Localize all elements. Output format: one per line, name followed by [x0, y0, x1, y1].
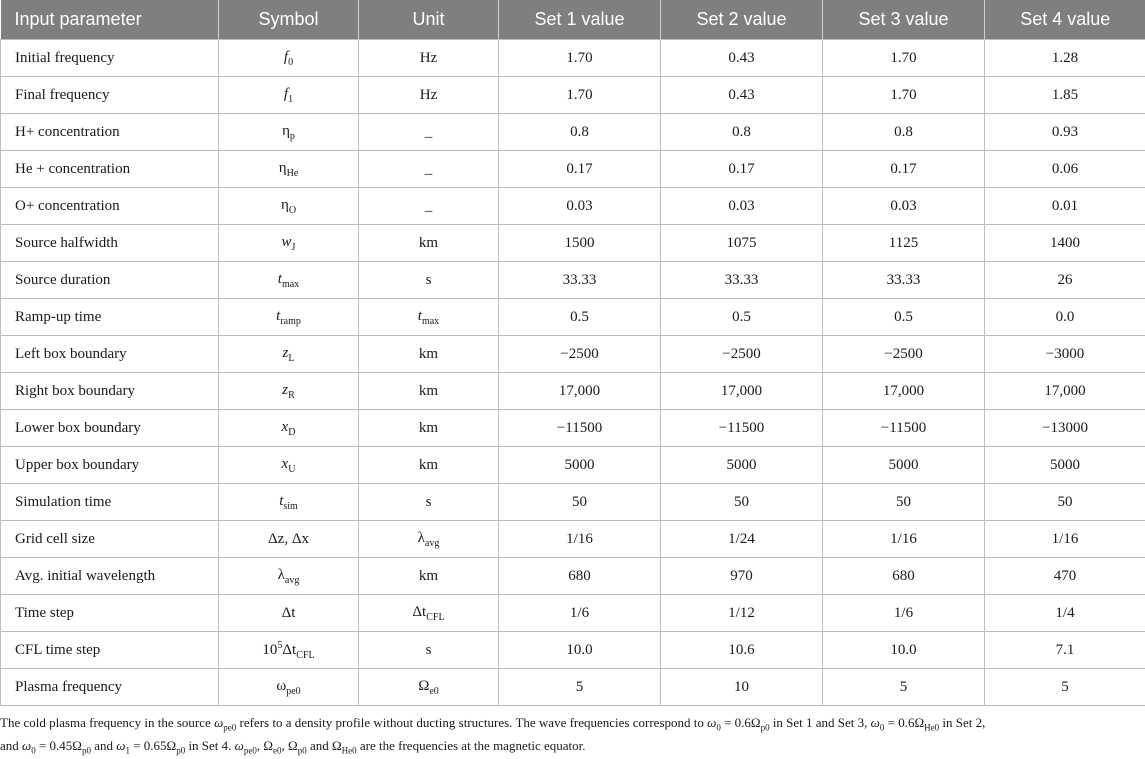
- set-2-value: 0.43: [661, 77, 823, 114]
- parameter-name: Simulation time: [1, 484, 219, 521]
- set-4-value: 0.06: [985, 151, 1145, 188]
- set-1-value: 1.70: [499, 40, 661, 77]
- set-3-value: 1/16: [823, 521, 985, 558]
- set-3-value: 680: [823, 558, 985, 595]
- table-row: [1, 40, 1145, 77]
- set-1-value: 5: [499, 669, 661, 706]
- table-row: [1, 447, 1145, 484]
- set-1-value: 1.70: [499, 77, 661, 114]
- table-row: [1, 521, 1145, 558]
- parameter-name: Source duration: [1, 262, 219, 299]
- parameter-symbol: $x_U$: [219, 447, 359, 484]
- set-2-value: 970: [661, 558, 823, 595]
- parameter-unit: s: [359, 262, 499, 299]
- table-row: [1, 595, 1145, 632]
- parameter-name: Plasma frequency: [1, 669, 219, 706]
- parameter-unit: _: [359, 151, 499, 188]
- parameter-symbol: $t_{max}$: [219, 262, 359, 299]
- parameter-name: H+ concentration: [1, 114, 219, 151]
- parameter-name: Grid cell size: [1, 521, 219, 558]
- set-2-value: 0.43: [661, 40, 823, 77]
- set-3-value: 1.70: [823, 77, 985, 114]
- parameter-symbol: $z_L$: [219, 336, 359, 373]
- parameter-symbol: $\eta_{He}$: [219, 151, 359, 188]
- set-4-value: 5000: [985, 447, 1145, 484]
- parameter-name: Final frequency: [1, 77, 219, 114]
- parameter-unit: km: [359, 225, 499, 262]
- parameter-unit: km: [359, 447, 499, 484]
- set-4-value: 1/4: [985, 595, 1145, 632]
- parameter-unit: Hz: [359, 40, 499, 77]
- set-3-value: 0.17: [823, 151, 985, 188]
- parameter-name: Source halfwidth: [1, 225, 219, 262]
- table-row: [1, 669, 1145, 706]
- set-1-value: 1/16: [499, 521, 661, 558]
- table-row: [1, 188, 1145, 225]
- set-3-value: 0.5: [823, 299, 985, 336]
- set-2-value: 17,000: [661, 373, 823, 410]
- table-row: [1, 632, 1145, 669]
- set-1-value: 1500: [499, 225, 661, 262]
- parameter-name: CFL time step: [1, 632, 219, 669]
- set-4-value: 26: [985, 262, 1145, 299]
- parameter-unit: km: [359, 373, 499, 410]
- set-4-value: 0.01: [985, 188, 1145, 225]
- parameter-name: Left box boundary: [1, 336, 219, 373]
- table-row: [1, 114, 1145, 151]
- set-3-value: 1/6: [823, 595, 985, 632]
- set-2-value: 10: [661, 669, 823, 706]
- column-header: Input parameter: [1, 0, 219, 40]
- parameter-symbol: $\omega_{pe0}$: [219, 669, 359, 706]
- set-1-value: −11500: [499, 410, 661, 447]
- parameter-symbol: Δt: [219, 595, 359, 632]
- set-1-value: 680: [499, 558, 661, 595]
- column-header: Set 1 value: [499, 0, 661, 40]
- set-4-value: −3000: [985, 336, 1145, 373]
- set-2-value: 5000: [661, 447, 823, 484]
- table-row: [1, 484, 1145, 521]
- parameter-unit: s: [359, 484, 499, 521]
- table-footnote: [0, 714, 1145, 759]
- parameter-name: Time step: [1, 595, 219, 632]
- parameter-unit: $\Delta t_{CFL}$: [359, 595, 499, 632]
- table-header: [1, 0, 1145, 40]
- header-row: [1, 0, 1145, 40]
- table-row: [1, 410, 1145, 447]
- table-row: [1, 151, 1145, 188]
- parameter-symbol: $10^5\Delta t_{CFL}$: [219, 632, 359, 669]
- parameter-symbol: $\eta_p$: [219, 114, 359, 151]
- parameter-symbol: $z_R$: [219, 373, 359, 410]
- set-1-value: 33.33: [499, 262, 661, 299]
- parameter-name: Lower box boundary: [1, 410, 219, 447]
- parameter-name: Upper box boundary: [1, 447, 219, 484]
- set-4-value: 470: [985, 558, 1145, 595]
- table-row: [1, 558, 1145, 595]
- parameter-symbol: $f_0$: [219, 40, 359, 77]
- set-4-value: 1.28: [985, 40, 1145, 77]
- set-2-value: 10.6: [661, 632, 823, 669]
- parameter-unit: _: [359, 114, 499, 151]
- column-header: Symbol: [219, 0, 359, 40]
- set-2-value: −2500: [661, 336, 823, 373]
- parameter-name: Ramp-up time: [1, 299, 219, 336]
- table-row: [1, 299, 1145, 336]
- table-row: [1, 336, 1145, 373]
- parameter-name: O+ concentration: [1, 188, 219, 225]
- set-4-value: 17,000: [985, 373, 1145, 410]
- set-2-value: 1/12: [661, 595, 823, 632]
- set-4-value: 50: [985, 484, 1145, 521]
- set-3-value: −2500: [823, 336, 985, 373]
- parameter-symbol: Δz, Δx: [219, 521, 359, 558]
- set-4-value: 1400: [985, 225, 1145, 262]
- parameter-symbol: $x_D$: [219, 410, 359, 447]
- set-4-value: 7.1: [985, 632, 1145, 669]
- parameter-name: He + concentration: [1, 151, 219, 188]
- parameter-symbol: $t_{sim}$: [219, 484, 359, 521]
- column-header: Set 3 value: [823, 0, 985, 40]
- set-1-value: −2500: [499, 336, 661, 373]
- parameter-unit: km: [359, 336, 499, 373]
- set-2-value: 1075: [661, 225, 823, 262]
- set-3-value: 0.03: [823, 188, 985, 225]
- set-1-value: 1/6: [499, 595, 661, 632]
- footnote-line-1: The cold plasma frequency in the source $\omega_{pe0}$ refers to a density profile without ducting structures. The wave frequencies correspond to $\omega_0 = 0.6\Omega_{p0}$ in Set 1 and Set 3, $\omega_0 = 0.6\Omega_{He0}$ in Set 2,: [0, 714, 1141, 737]
- set-1-value: 10.0: [499, 632, 661, 669]
- set-3-value: 10.0: [823, 632, 985, 669]
- parameter-unit: $\Omega_{e0}$: [359, 669, 499, 706]
- set-2-value: 0.8: [661, 114, 823, 151]
- set-1-value: 0.03: [499, 188, 661, 225]
- table-row: [1, 225, 1145, 262]
- table-body: [1, 40, 1145, 706]
- set-3-value: −11500: [823, 410, 985, 447]
- set-2-value: 0.17: [661, 151, 823, 188]
- set-3-value: 33.33: [823, 262, 985, 299]
- parameter-unit: s: [359, 632, 499, 669]
- set-1-value: 0.5: [499, 299, 661, 336]
- parameter-unit: km: [359, 410, 499, 447]
- set-1-value: 50: [499, 484, 661, 521]
- set-4-value: 0.93: [985, 114, 1145, 151]
- set-2-value: −11500: [661, 410, 823, 447]
- table-row: [1, 77, 1145, 114]
- set-4-value: −13000: [985, 410, 1145, 447]
- set-4-value: 0.0: [985, 299, 1145, 336]
- set-3-value: 1125: [823, 225, 985, 262]
- column-header: Set 4 value: [985, 0, 1145, 40]
- parameter-name: Avg. initial wavelength: [1, 558, 219, 595]
- set-2-value: 0.03: [661, 188, 823, 225]
- table-row: [1, 373, 1145, 410]
- parameter-name: Right box boundary: [1, 373, 219, 410]
- column-header: Unit: [359, 0, 499, 40]
- table-row: [1, 262, 1145, 299]
- parameter-unit: $\lambda_{avg}$: [359, 521, 499, 558]
- set-1-value: 0.17: [499, 151, 661, 188]
- set-4-value: 1/16: [985, 521, 1145, 558]
- set-3-value: 50: [823, 484, 985, 521]
- parameter-symbol: $t_{ramp}$: [219, 299, 359, 336]
- set-2-value: 50: [661, 484, 823, 521]
- set-3-value: 0.8: [823, 114, 985, 151]
- set-2-value: 1/24: [661, 521, 823, 558]
- set-1-value: 17,000: [499, 373, 661, 410]
- parameter-symbol: $w_J$: [219, 225, 359, 262]
- parameter-symbol: $f_1$: [219, 77, 359, 114]
- column-header: Set 2 value: [661, 0, 823, 40]
- set-3-value: 5000: [823, 447, 985, 484]
- set-4-value: 1.85: [985, 77, 1145, 114]
- footnote-line-2: and $\omega_0 = 0.45\Omega_{p0}$ and $\omega_1 = 0.65\Omega_{p0}$ in Set 4. $\omega_{pe0}$, $\Omega_{e0}$, $\Omega_{p0}$ and $\Omega_{He0}$ are the frequencies at the magnetic equator.: [0, 737, 1141, 759]
- parameter-unit: _: [359, 188, 499, 225]
- parameter-symbol: $\eta_O$: [219, 188, 359, 225]
- set-2-value: 33.33: [661, 262, 823, 299]
- parameter-symbol: $\lambda_{avg}$: [219, 558, 359, 595]
- set-3-value: 5: [823, 669, 985, 706]
- parameter-unit: km: [359, 558, 499, 595]
- set-1-value: 5000: [499, 447, 661, 484]
- set-3-value: 1.70: [823, 40, 985, 77]
- parameter-unit: Hz: [359, 77, 499, 114]
- parameter-unit: $t_{max}$: [359, 299, 499, 336]
- set-4-value: 5: [985, 669, 1145, 706]
- parameter-name: Initial frequency: [1, 40, 219, 77]
- set-1-value: 0.8: [499, 114, 661, 151]
- set-2-value: 0.5: [661, 299, 823, 336]
- set-3-value: 17,000: [823, 373, 985, 410]
